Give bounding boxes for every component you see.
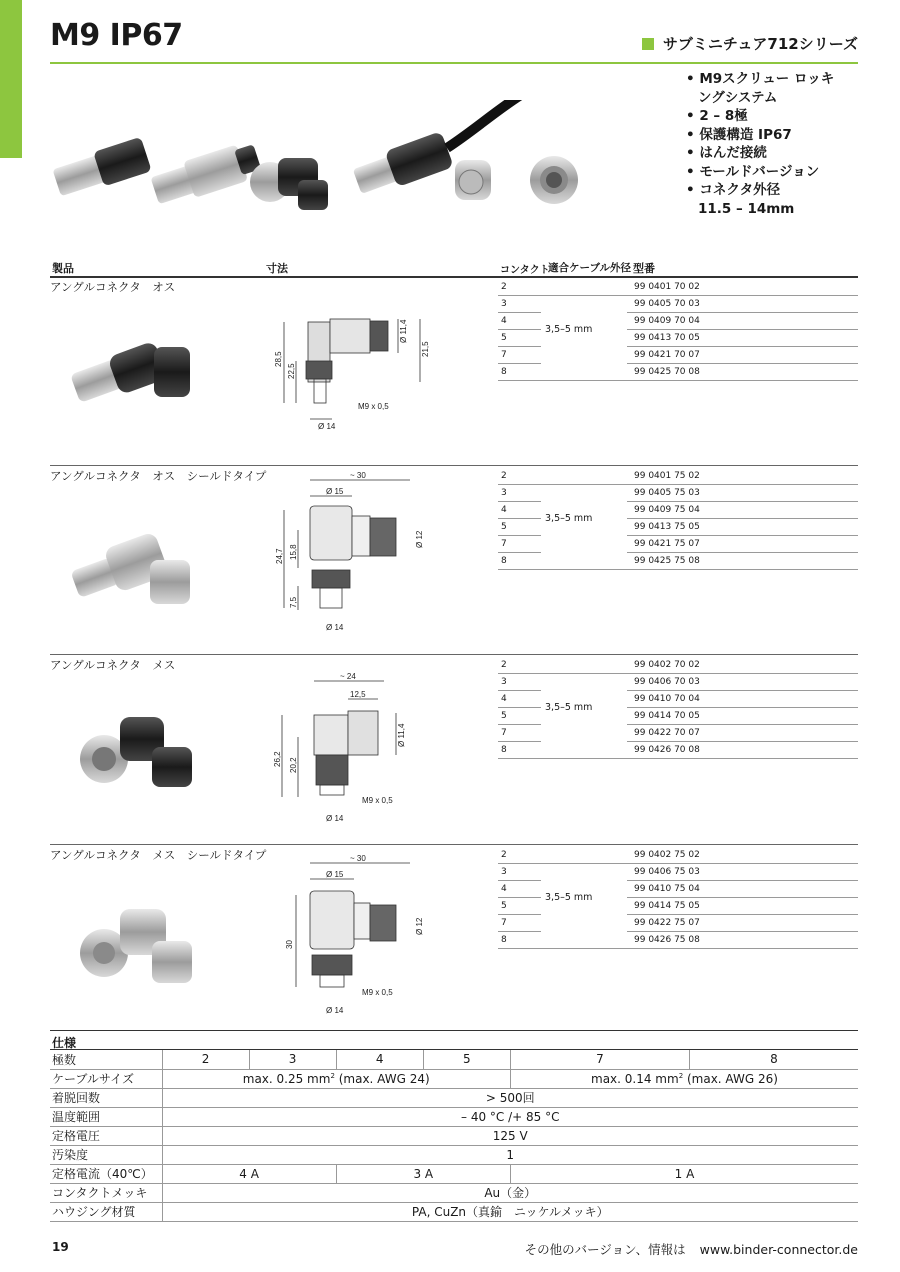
svg-text:22,5: 22,5 [287, 363, 296, 379]
svg-text:~ 24: ~ 24 [340, 672, 356, 681]
product-banner-image [50, 100, 610, 220]
part-table [498, 279, 858, 381]
col-header-cable: 適合ケーブル外径 [548, 262, 632, 274]
svg-text:Ø 14: Ø 14 [326, 623, 344, 632]
cable-range: 3,5–5 mm [545, 702, 593, 713]
product-name: アングルコネクタ メス [50, 658, 176, 672]
table-row: 8 99 0425 70 08 [498, 364, 858, 381]
table-row: 8 99 0426 70 08 [498, 742, 858, 759]
table-row: 汚染度 1 [50, 1145, 858, 1164]
dimension-drawing [270, 468, 490, 636]
svg-text:21,5: 21,5 [421, 341, 430, 357]
table-row: 3 99 0406 70 03 [498, 674, 858, 691]
table-row: 7 99 0421 75 07 [498, 536, 858, 553]
product-block [50, 657, 858, 837]
feature-list [686, 70, 844, 218]
feature-item: • はんだ接続 [686, 144, 844, 163]
table-row: 2 99 0402 70 02 [498, 657, 858, 674]
svg-text:Ø 11,4: Ø 11,4 [397, 723, 406, 747]
dimension-drawing [270, 657, 490, 825]
product-photo [64, 707, 204, 797]
table-row: 定格電圧 125 V [50, 1126, 858, 1145]
cable-range: 3,5–5 mm [545, 324, 593, 335]
svg-text:7,5: 7,5 [289, 596, 298, 608]
feature-item: • 2 – 8極 [686, 107, 844, 126]
table-row: 定格電流（40℃） 4 A 3 A 1 A [50, 1164, 858, 1183]
svg-text:M9 x 0,5: M9 x 0,5 [358, 402, 389, 411]
svg-text:Ø 14: Ø 14 [326, 814, 344, 823]
header-rule [50, 276, 858, 278]
svg-text:28,5: 28,5 [274, 351, 283, 367]
accent-bar [0, 0, 22, 158]
svg-text:24,7: 24,7 [275, 548, 284, 564]
product-block [50, 847, 858, 1027]
table-row: 3 99 0406 75 03 [498, 864, 858, 881]
table-row: ハウジング材質 PA, CuZn（真鍮 ニッケルメッキ） [50, 1202, 858, 1221]
dimension-drawing [270, 279, 490, 439]
product-name: アングルコネクタ オス [50, 280, 176, 294]
website-link[interactable]: www.binder-connector.de [699, 1242, 858, 1257]
svg-text:Ø 11,4: Ø 11,4 [399, 319, 408, 343]
table-row: 4 99 0410 75 04 [498, 881, 858, 898]
cable-range: 3,5–5 mm [545, 513, 593, 524]
feature-item: • 保護構造 IP67 [686, 126, 844, 145]
svg-text:Ø 12: Ø 12 [415, 917, 424, 935]
svg-text:15,8: 15,8 [289, 544, 298, 560]
cable-range: 3,5–5 mm [545, 892, 593, 903]
part-table [498, 657, 858, 759]
table-row: 3 99 0405 75 03 [498, 485, 858, 502]
table-row: 8 99 0425 75 08 [498, 553, 858, 570]
table-row: 4 99 0409 75 04 [498, 502, 858, 519]
svg-text:M9 x 0,5: M9 x 0,5 [362, 988, 393, 997]
table-row: 2 99 0401 70 02 [498, 279, 858, 296]
table-row: 2 99 0402 75 02 [498, 847, 858, 864]
part-table [498, 468, 858, 570]
svg-text:~ 30: ~ 30 [350, 471, 366, 480]
svg-text:Ø 12: Ø 12 [415, 530, 424, 548]
table-row: 7 99 0422 75 07 [498, 915, 858, 932]
product-photo [64, 327, 204, 407]
table-row: 5 99 0413 70 05 [498, 330, 858, 347]
table-row: 5 99 0414 75 05 [498, 898, 858, 915]
page-number: 19 [52, 1240, 69, 1254]
svg-text:Ø 14: Ø 14 [318, 422, 336, 431]
green-square-icon [642, 38, 654, 50]
page-title: M9 IP67 [50, 18, 183, 53]
series-text: サブミニチュア712シリーズ [662, 35, 858, 53]
series-label [642, 33, 858, 54]
table-row: 4 99 0410 70 04 [498, 691, 858, 708]
spec-table [50, 1030, 858, 1222]
table-row: 2 99 0401 75 02 [498, 468, 858, 485]
table-row: コンタクトメッキ Au（金） [50, 1183, 858, 1202]
feature-item: • コネクタ外径 11.5 – 14mm [686, 181, 806, 218]
product-name: アングルコネクタ メス シールドタイプ [50, 848, 267, 862]
table-row: 極数 2 3 4 5 7 8 [50, 1050, 858, 1069]
svg-text:~ 30: ~ 30 [350, 854, 366, 863]
feature-item: • モールドバージョン [686, 163, 844, 182]
col-header-dimensions: 寸法 [266, 262, 288, 275]
footer-note: その他のバージョン、情報は www.binder-connector.de [524, 1242, 858, 1257]
svg-text:M9 x 0,5: M9 x 0,5 [362, 796, 393, 805]
product-block [50, 468, 858, 648]
product-block [50, 279, 858, 459]
svg-text:20,2: 20,2 [289, 757, 298, 773]
table-row: 7 99 0422 70 07 [498, 725, 858, 742]
svg-text:Ø 15: Ø 15 [326, 870, 344, 879]
title-rule [50, 62, 858, 64]
product-photo [64, 899, 204, 989]
col-header-contacts: コンタクト [500, 265, 550, 276]
col-header-product: 製品 [52, 262, 74, 275]
svg-text:Ø 15: Ø 15 [326, 487, 344, 496]
table-row: 5 99 0414 70 05 [498, 708, 858, 725]
table-row: 4 99 0409 70 04 [498, 313, 858, 330]
svg-text:Ø 14: Ø 14 [326, 1006, 344, 1015]
dimension-drawing [270, 847, 490, 1017]
svg-text:12,5: 12,5 [350, 690, 366, 699]
table-row: 7 99 0421 70 07 [498, 347, 858, 364]
product-name: アングルコネクタ オス シールドタイプ [50, 469, 267, 483]
spec-title: 仕様 [50, 1030, 858, 1050]
table-row: 3 99 0405 70 03 [498, 296, 858, 313]
feature-item: • M9スクリュー ロッキングシステム [686, 70, 844, 107]
table-row: 5 99 0413 75 05 [498, 519, 858, 536]
col-header-part: 型番 [633, 262, 655, 275]
table-row: 温度範囲 – 40 °C /+ 85 °C [50, 1107, 858, 1126]
part-table [498, 847, 858, 949]
svg-text:26,2: 26,2 [273, 751, 282, 767]
table-row: 着脱回数 > 500回 [50, 1088, 858, 1107]
table-row: 8 99 0426 75 08 [498, 932, 858, 949]
svg-text:30: 30 [285, 940, 294, 949]
table-row: ケーブルサイズ max. 0.25 $mm^2$ (max. AWG 24) max. 0.14 $mm^2$ (max. AWG 26) [50, 1069, 858, 1088]
product-photo [64, 520, 204, 610]
